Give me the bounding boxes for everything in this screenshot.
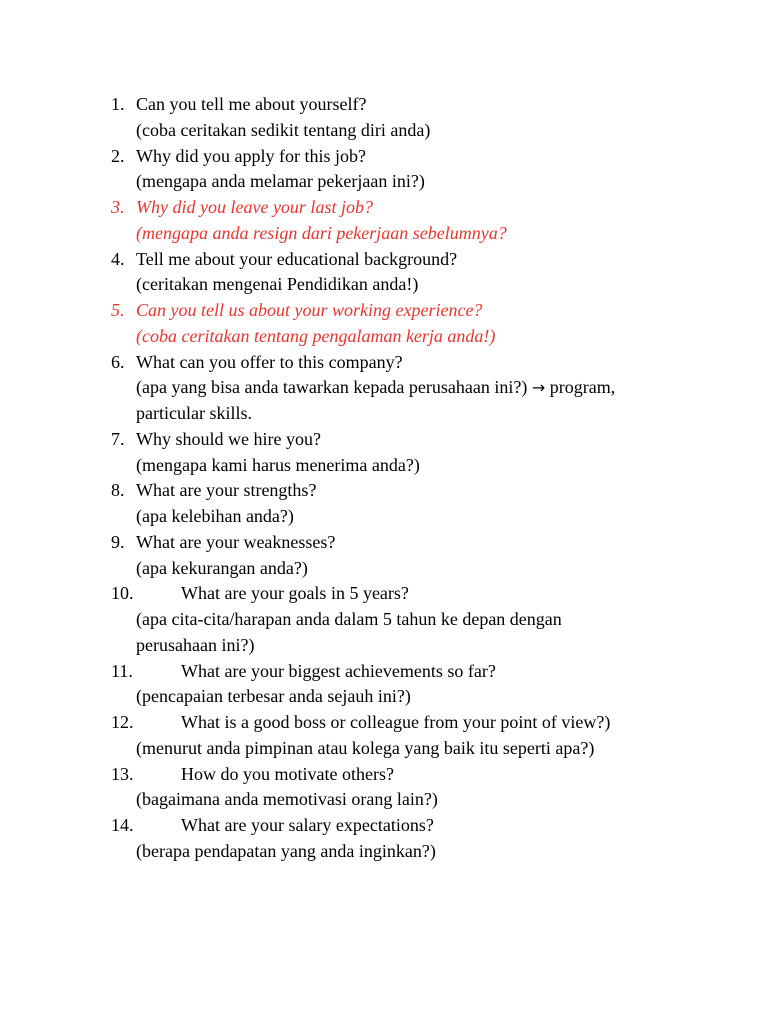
question-text: What are your weaknesses?	[136, 531, 336, 552]
question-text: What is a good boss or colleague from your point of view?)	[181, 712, 611, 732]
question-translation: (mengapa kami harus menerima anda?)	[136, 454, 420, 475]
question-item	[0, 530, 768, 582]
question-number: 5.	[111, 300, 125, 320]
question-translation: (apa kelebihan anda?)	[136, 506, 294, 526]
arrow-right-icon: →	[531, 378, 546, 398]
question-number: 4.	[111, 248, 125, 269]
question-number: 7.	[111, 428, 125, 449]
question-text: How do you motivate others?	[181, 763, 394, 784]
question-text: Can you tell us about your working experience?	[136, 300, 483, 320]
question-translation: (ceritakan mengenai Pendidikan anda!)	[136, 274, 419, 295]
question-translation: (apa kekurangan anda?)	[136, 557, 308, 578]
question-item	[0, 710, 768, 762]
question-item	[0, 350, 768, 427]
question-text: What are your biggest achievements so far?	[181, 660, 496, 681]
question-translation-line	[136, 375, 615, 401]
question-item	[0, 478, 768, 530]
question-number: 3.	[111, 197, 125, 217]
question-item-highlighted	[0, 195, 768, 247]
question-translation-wrap: particular skills.	[136, 403, 252, 423]
question-item	[0, 92, 768, 144]
question-translation: (apa yang bisa anda tawarkan kepada perusahaan ini?)	[136, 377, 528, 398]
question-text: Tell me about your educational background?	[136, 248, 458, 269]
question-translation: (mengapa anda resign dari pekerjaan sebelumnya?	[136, 222, 507, 243]
question-text: Why did you leave your last job?	[136, 197, 373, 217]
question-text: What are your salary expectations?	[181, 815, 434, 835]
question-item-highlighted	[0, 298, 768, 350]
question-number: 9.	[111, 531, 125, 552]
question-number: 13.	[111, 763, 134, 784]
question-number: 6.	[111, 351, 125, 372]
question-translation: (coba ceritakan sedikit tentang diri anda)	[136, 119, 431, 140]
question-item	[0, 144, 768, 196]
question-translation: (pencapaian terbesar anda sejauh ini?)	[136, 686, 411, 707]
question-item	[0, 247, 768, 299]
question-translation: (coba ceritakan tentang pengalaman kerja anda!)	[136, 325, 496, 346]
question-text: What can you offer to this company?	[136, 351, 403, 372]
question-number: 10.	[111, 583, 134, 604]
question-translation-wrap: perusahaan ini?)	[136, 634, 255, 655]
question-translation: (menurut anda pimpinan atau kolega yang baik itu seperti apa?)	[136, 737, 595, 758]
question-item	[0, 813, 768, 865]
question-text: What are your goals in 5 years?	[181, 583, 409, 604]
question-number: 12.	[111, 712, 134, 732]
question-translation: (bagaimana anda memotivasi orang lain?)	[136, 789, 438, 810]
question-text: Why did you apply for this job?	[136, 145, 366, 166]
question-number: 8.	[111, 480, 125, 501]
question-text: Why should we hire you?	[136, 428, 321, 449]
question-text: Can you tell me about yourself?	[136, 94, 367, 114]
question-item	[0, 762, 768, 814]
question-text: What are your strengths?	[136, 480, 317, 501]
question-translation: (berapa pendapatan yang anda inginkan?)	[136, 840, 436, 861]
question-translation: (mengapa anda melamar pekerjaan ini?)	[136, 171, 425, 192]
question-number: 2.	[111, 145, 125, 166]
question-list	[0, 92, 768, 865]
question-translation: (apa cita-cita/harapan anda dalam 5 tahun ke depan dengan	[136, 609, 562, 629]
question-item	[0, 581, 768, 658]
question-number: 14.	[111, 815, 134, 835]
translation-continuation: program,	[545, 377, 616, 398]
question-number: 11.	[111, 660, 133, 681]
question-item	[0, 427, 768, 479]
question-number: 1.	[111, 94, 125, 114]
question-item	[0, 659, 768, 711]
